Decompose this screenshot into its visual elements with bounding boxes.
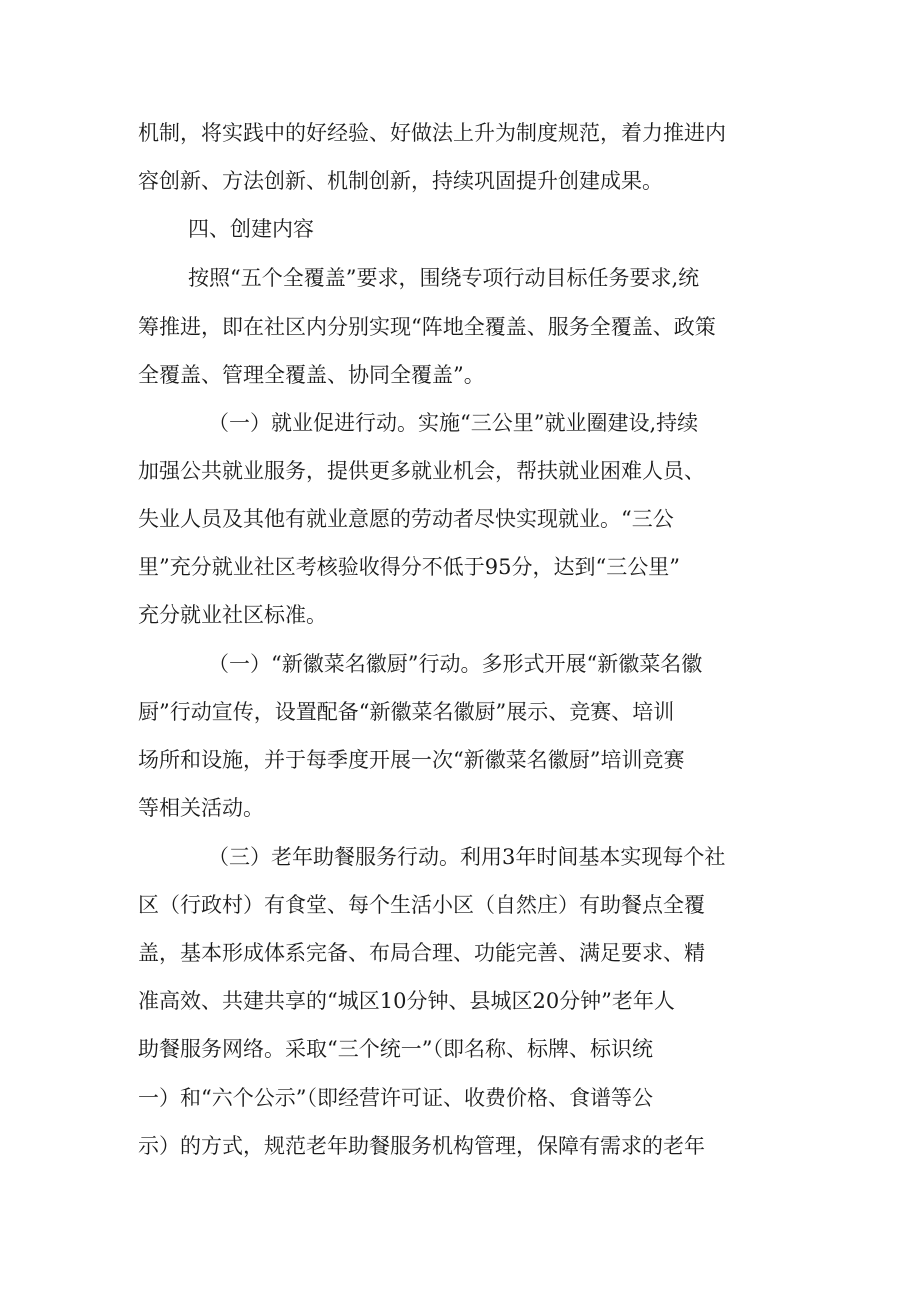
text-line: （一）就业促进行动。实施“三公里”就业圈建设,持续 <box>208 411 699 435</box>
text-line: 示）的方式，规范老年助餐服务机构管理，保障有需求的老年 <box>138 1134 705 1158</box>
text-line: 失业人员及其他有就业意愿的劳动者尽快实现就业。“三公 <box>138 507 674 531</box>
text-line: 筹推进，即在社区内分别实现“阵地全覆盖、服务全覆盖、政策 <box>138 315 716 339</box>
text-line: 按照“五个全覆盖”要求，围绕专项行动目标任务要求,统 <box>188 266 700 290</box>
text-line: 充分就业社区标准。 <box>138 603 327 627</box>
text-line: 场所和设施，并于每季度开展一次“新徽菜名徽厨”培训竞赛 <box>138 748 685 772</box>
text-line: 加强公共就业服务，提供更多就业机会，帮扶就业困难人员、 <box>138 459 705 483</box>
text-line: 区（行政村）有食堂、每个生活小区（自然庄）有助餐点全覆 <box>138 893 705 917</box>
text-line: （一）“新徽菜名徽厨”行动。多形式开展“新徽菜名徽 <box>208 652 703 676</box>
text-line: 里”充分就业社区考核验收得分不低于95分，达到“三公里” <box>138 555 680 579</box>
text-line: 一）和“六个公示”（即经营许可证、收费价格、食谱等公 <box>138 1086 653 1110</box>
text-line: 厨”行动宣传，设置配备“新徽菜名徽厨”展示、竞赛、培训 <box>138 700 675 724</box>
text-line: 助餐服务网络。采取“三个统一”（即名称、标牌、标识统 <box>138 1037 653 1061</box>
text-line: 准高效、共建共享的“城区10分钟、县城区20分钟”老年人 <box>138 989 675 1013</box>
text-line: 容创新、方法创新、机制创新，持续巩固提升创建成果。 <box>138 169 663 193</box>
text-line: 盖，基本形成体系完备、布局合理、功能完善、满足要求、精 <box>138 941 705 965</box>
text-line: 全覆盖、管理全覆盖、协同全覆盖”。 <box>138 363 485 387</box>
text-line: 机制，将实践中的好经验、好做法上升为制度规范，着力推进内 <box>138 121 726 145</box>
text-line: （三）老年助餐服务行动。利用3年时间基本实现每个社 <box>208 845 726 869</box>
section-heading: 四、创建内容 <box>188 217 314 241</box>
text-line: 等相关活动。 <box>138 796 264 820</box>
